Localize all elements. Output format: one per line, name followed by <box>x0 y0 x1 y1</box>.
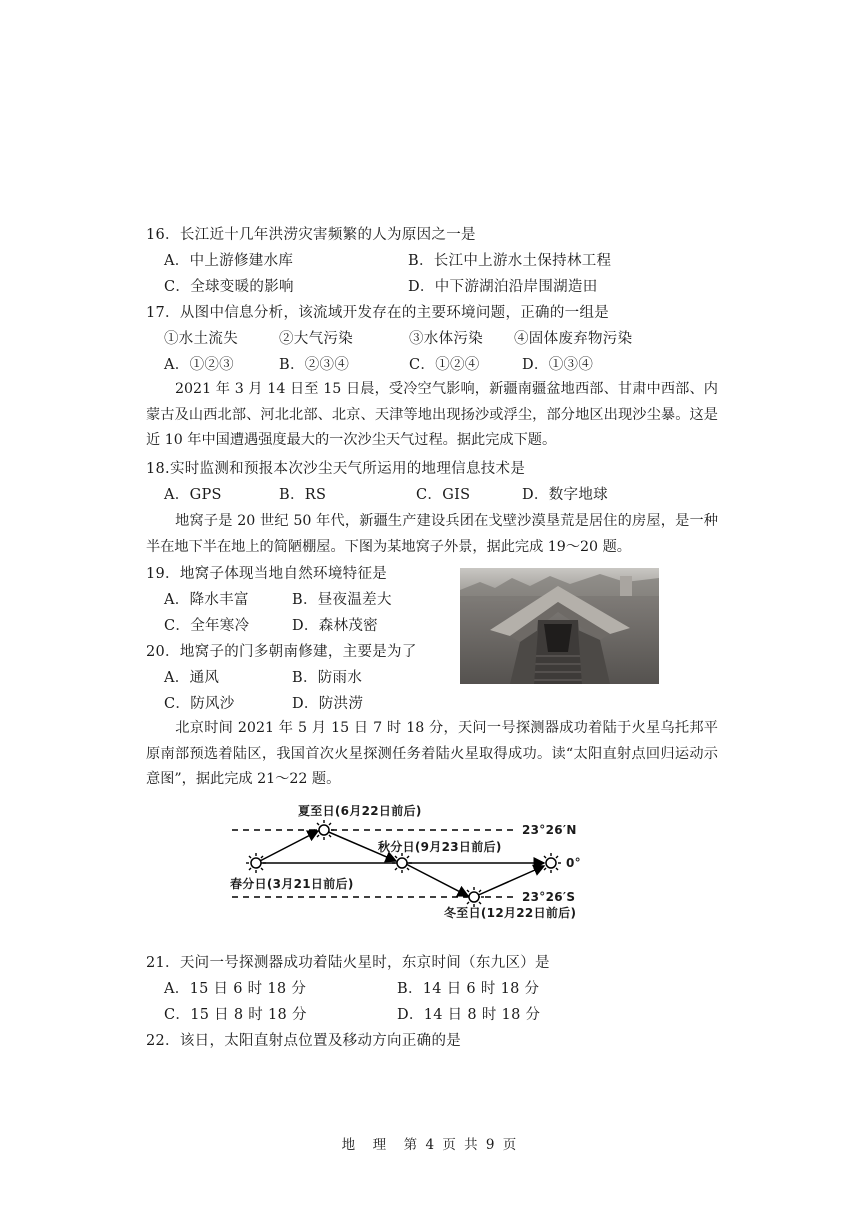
passage-mars: 北京时间 2021 年 5 月 15 日 7 时 18 分，天问一号探测器成功着陆于火星乌托邦平原南部预选着陆区，我国首次火星探测任务着陆火星取得成功。读“太阳直射点回归运动示意图”，据此完成 21～22 题。 <box>146 720 718 787</box>
q20-stem: 20．地窝子的门多朝南修建，主要是为了 <box>146 644 417 660</box>
q18-option-b: B．RS <box>279 487 327 503</box>
q18-option-c: C．GIS <box>416 487 471 503</box>
q21-option-b: B．14 日 6 时 18 分 <box>397 981 540 997</box>
q17-item-2: ②大气污染 <box>279 331 353 347</box>
q18-option-a: A．GPS <box>164 487 222 503</box>
q17-item-1: ①水土流失 <box>164 331 238 347</box>
q17-option-a: A．①②③ <box>164 357 234 373</box>
passage-sandstorm: 2021 年 3 月 14 日至 15 日晨，受冷空气影响，新疆南疆盆地西部、甘肃中西部、内蒙古及山西北部、河北北部、北京、天津等地出现扬沙或浮尘，部分地区出现沙尘暴。这是近 10 年中国遭遇强度最大的一次沙尘天气过程。据此完成下题。 <box>146 381 718 448</box>
label-north-tropic: 23°26′N <box>522 823 577 837</box>
q17-option-c: C．①②④ <box>409 357 480 373</box>
diwozi-photo-drawing <box>460 568 659 684</box>
q21-option-c: C．15 日 8 时 18 分 <box>164 1007 307 1023</box>
q16-stem: 16．长江近十几年洪涝灾害频繁的人为原因之一是 <box>146 227 476 243</box>
q17-item-3: ③水体污染 <box>409 331 483 347</box>
label-equator: 0° <box>566 856 581 870</box>
label-autumn-equinox: 秋分日(9月23日前后) <box>378 840 502 854</box>
q20-option-d: D．防洪涝 <box>292 696 364 712</box>
sun-equator-icon <box>541 853 561 873</box>
diwozi-photo <box>460 568 659 684</box>
q16-option-a: A．中上游修建水库 <box>164 253 294 269</box>
q17-option-d: D．①③④ <box>522 357 594 373</box>
q18-stem: 18.实时监测和预报本次沙尘天气所运用的地理信息技术是 <box>146 461 526 477</box>
q19-option-c: C．全年寒冷 <box>164 618 250 634</box>
q20-option-b: B．防雨水 <box>292 670 363 686</box>
q21-option-a: A．15 日 6 时 18 分 <box>164 981 307 997</box>
q19-stem: 19．地窝子体现当地自然环境特征是 <box>146 566 388 582</box>
sun-spring-icon <box>246 853 266 873</box>
q17-stem: 17．从图中信息分析，该流域开发存在的主要环境问题，正确的一组是 <box>146 305 610 321</box>
q16-option-b: B．长江中上游水土保持林工程 <box>408 253 612 269</box>
label-winter-solstice: 冬至日(12月22日前后) <box>444 906 577 920</box>
q19-option-d: D．森林茂密 <box>292 618 378 634</box>
q16-option-c: C．全球变暖的影响 <box>164 279 294 295</box>
label-summer-solstice: 夏至日(6月22日前后) <box>298 804 422 818</box>
q16-option-d: D．中下游湖泊沿岸围湖造田 <box>408 279 598 295</box>
solar-point-diagram <box>228 800 590 922</box>
q20-option-a: A．通风 <box>164 670 220 686</box>
q21-option-d: D．14 日 8 时 18 分 <box>397 1007 541 1023</box>
q17-item-4: ④固体废弃物污染 <box>514 331 633 347</box>
q21-stem: 21．天问一号探测器成功着陆火星时，东京时间（东九区）是 <box>146 955 550 971</box>
label-spring-equinox: 春分日(3月21日前后) <box>230 877 354 891</box>
q19-option-b: B．昼夜温差大 <box>292 592 392 608</box>
label-south-tropic: 23°26′S <box>522 890 576 904</box>
page-footer: 地 理 第 4 页 共 9 页 <box>341 1137 519 1153</box>
passage-diwozi: 地窝子是 20 世纪 50 年代，新疆生产建设兵团在戈壁沙漠垦荒是居住的房屋，是一种半在地下半在地上的简陋棚屋。下图为某地窝子外景，据此完成 19～20 题。 <box>146 513 718 555</box>
q17-option-b: B．②③④ <box>279 357 350 373</box>
sun-summer-icon <box>314 820 334 840</box>
q22-stem: 22．该日，太阳直射点位置及移动方向正确的是 <box>146 1033 462 1049</box>
q19-option-a: A．降水丰富 <box>164 592 249 608</box>
q18-option-d: D．数字地球 <box>522 487 608 503</box>
q20-option-c: C．防风沙 <box>164 696 235 712</box>
